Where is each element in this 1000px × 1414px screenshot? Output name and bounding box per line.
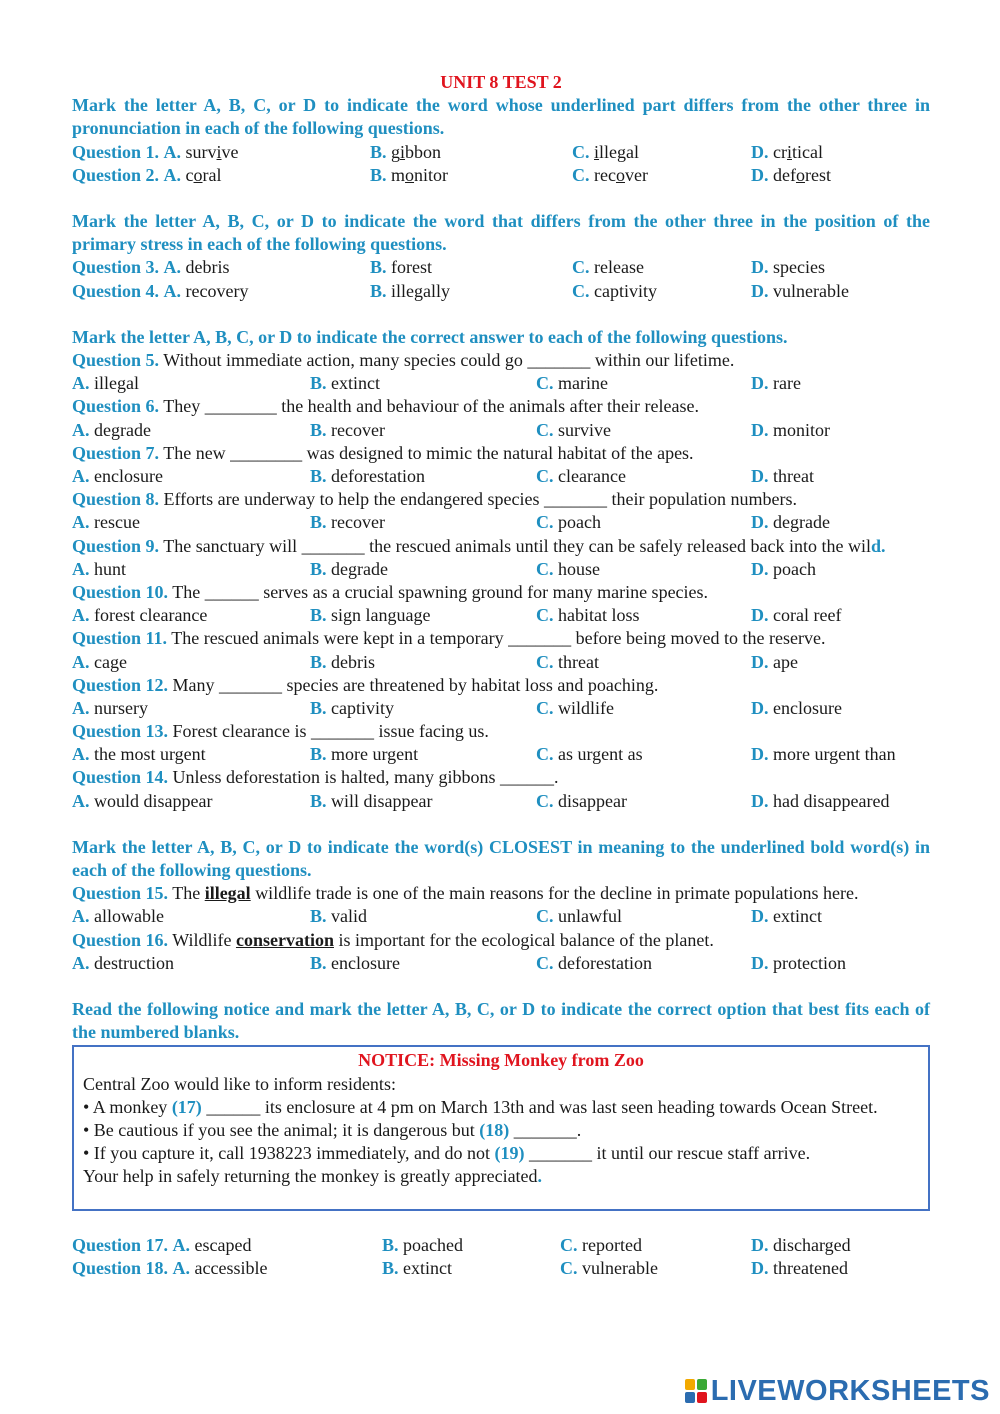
- option-c[interactable]: house: [558, 558, 600, 579]
- question-2: Question 2. A. coral B. monitor C. recover D. deforest: [72, 164, 831, 185]
- question-15-stem: Question 15. The illegal wildlife trade is one of the main reasons for the decline in primate populations here.: [72, 883, 859, 904]
- page-title: UNIT 8 TEST 2: [440, 72, 562, 92]
- option-c[interactable]: unlawful: [558, 906, 622, 927]
- notice-title: NOTICE: Missing Monkey from Zoo: [358, 1050, 644, 1071]
- option-b[interactable]: sign language: [331, 605, 431, 626]
- notice-line-17: • A monkey (17) ______ its enclosure at 4 pm on March 13th and was last seen heading towards Ocean Street.: [83, 1096, 878, 1117]
- instruction-notice: Read the following notice and mark the letter A, B, C, or D to indicate the correct option that best fits each of the numbered blanks.: [72, 999, 930, 1043]
- option-b[interactable]: debris: [331, 651, 376, 672]
- question-label: Question 1.: [72, 141, 160, 162]
- option-d[interactable]: rare: [773, 373, 801, 394]
- worksheet-page: [72, 71, 930, 1280]
- question-8-options: A. rescue B. recover C. poach D. degrade: [72, 512, 830, 533]
- option-a[interactable]: recovery: [185, 280, 249, 301]
- notice-intro: Central Zoo would like to inform residents:: [83, 1073, 396, 1094]
- option-a[interactable]: enclosure: [94, 465, 163, 486]
- option-c[interactable]: captivity: [594, 280, 657, 301]
- question-3: Question 3. A. debris B. forest C. release D. species: [72, 257, 825, 278]
- option-b[interactable]: degrade: [331, 558, 388, 579]
- key-word: illegal: [204, 883, 251, 904]
- question-10-stem: Question 10. The ______ serves as a crucial spawning ground for many marine species.: [72, 581, 709, 602]
- option-b[interactable]: enclosure: [331, 952, 400, 973]
- option-a[interactable]: survive: [185, 141, 239, 162]
- question-1: Question 1. A. survive B. gibbon C. illegal D. critical: [72, 141, 823, 162]
- option-c[interactable]: threat: [558, 651, 599, 672]
- notice-line-19: • If you capture it, call 1938223 immediately, and do not (19) _______ it until our rescue staff arrive.: [83, 1143, 811, 1164]
- instruction-closest-meaning: Mark the letter A, B, C, or D to indicate the word(s) CLOSEST in meaning to the underlined bold word(s) in each of the following questions.: [72, 836, 930, 881]
- question-14-stem: Question 14. Unless deforestation is halted, many gibbons ______.: [72, 767, 559, 788]
- question-4: Question 4. A. recovery B. illegally C. captivity D. vulnerable: [72, 280, 849, 301]
- question-13-stem: Question 13. Forest clearance is _______ issue facing us.: [72, 721, 489, 742]
- question-15-options: A. allowable B. valid C. unlawful D. extinct: [72, 906, 822, 927]
- question-6-options: A. degrade B. recover C. survive D. monitor: [72, 419, 830, 440]
- option-d[interactable]: coral reef: [773, 605, 842, 626]
- key-word: conservation: [235, 929, 334, 950]
- option-c[interactable]: illegal: [594, 141, 639, 162]
- notice-closing: Your help in safely returning the monkey is greatly appreciated.: [83, 1166, 543, 1187]
- option-c[interactable]: marine: [558, 373, 608, 394]
- question-label: Question 18.: [72, 1257, 169, 1278]
- option-d[interactable]: threatened: [773, 1257, 848, 1278]
- question-16-stem: Question 16. Wildlife conservation is important for the ecological balance of the planet.: [72, 929, 714, 950]
- liveworksheets-logo[interactable]: [685, 1374, 990, 1408]
- option-b[interactable]: more urgent: [331, 744, 419, 765]
- question-12-options: A. nursery B. captivity C. wildlife D. enclosure: [72, 697, 842, 718]
- question-label: Question 4.: [72, 280, 160, 301]
- option-b[interactable]: poached: [403, 1234, 463, 1255]
- option-b[interactable]: deforestation: [331, 465, 425, 486]
- question-label: Question 3.: [72, 257, 160, 278]
- question-11-options: A. cage B. debris C. threat D. ape: [72, 651, 798, 672]
- option-c[interactable]: reported: [582, 1234, 642, 1255]
- question-17: Question 17. A. escaped B. poached C. reported D. discharged: [72, 1234, 851, 1255]
- option-c[interactable]: release: [594, 257, 644, 278]
- option-c[interactable]: recover: [594, 164, 648, 185]
- option-d[interactable]: critical: [773, 141, 823, 162]
- brand-name: LIVEWORKSHEETS: [710, 1374, 990, 1407]
- option-d[interactable]: threat: [773, 465, 814, 486]
- option-c[interactable]: clearance: [558, 465, 626, 486]
- notice-line-18: • Be cautious if you see the animal; it is dangerous but (18) _______.: [83, 1120, 582, 1141]
- option-a[interactable]: debris: [185, 257, 230, 278]
- instruction-multiple-choice: Mark the letter A, B, C, or D to indicate the correct answer to each of the following questions.: [72, 326, 788, 347]
- instruction-pronunciation: Mark the letter A, B, C, or D to indicate the word whose underlined part differs from the other three in pronunciation in each of the following questions.: [72, 95, 930, 139]
- option-c[interactable]: wildlife: [558, 697, 614, 718]
- option-d[interactable]: deforest: [773, 164, 831, 185]
- option-a[interactable]: coral: [185, 164, 222, 185]
- option-d[interactable]: discharged: [773, 1234, 851, 1255]
- liveworksheets-logo-icon: [685, 1379, 707, 1403]
- option-a[interactable]: accessible: [194, 1257, 268, 1278]
- option-a[interactable]: destruction: [94, 952, 174, 973]
- option-b[interactable]: recover: [331, 512, 385, 533]
- question-12-stem: Question 12. Many _______ species are threatened by habitat loss and poaching.: [72, 674, 659, 695]
- option-c[interactable]: deforestation: [558, 952, 652, 973]
- option-b[interactable]: monitor: [391, 164, 449, 185]
- option-d[interactable]: vulnerable: [773, 280, 849, 301]
- option-d[interactable]: monitor: [773, 419, 830, 440]
- question-5-stem: Question 5. Without immediate action, many species could go _______ within our lifetime.: [72, 349, 735, 370]
- question-label: Question 2.: [72, 164, 160, 185]
- question-9-options: A. hunt B. degrade C. house D. poach: [72, 558, 816, 579]
- question-label: Question 17.: [72, 1234, 169, 1255]
- question-6-stem: Question 6. They ________ the health and behaviour of the animals after their release.: [72, 396, 700, 417]
- option-a[interactable]: escaped: [194, 1234, 252, 1255]
- option-b[interactable]: gibbon: [391, 141, 442, 162]
- option-b[interactable]: illegally: [391, 280, 450, 301]
- option-b[interactable]: valid: [331, 906, 368, 927]
- option-c[interactable]: disappear: [558, 790, 627, 811]
- question-10-options: A. forest clearance B. sign language C. habitat loss D. coral reef: [72, 605, 842, 626]
- question-7-options: A. enclosure B. deforestation C. clearance D. threat: [72, 465, 814, 486]
- option-a[interactable]: allowable: [94, 906, 164, 927]
- question-5-options: A. illegal B. extinct C. marine D. rare: [72, 373, 801, 394]
- option-a[interactable]: hunt: [94, 558, 127, 579]
- question-14-options: A. would disappear B. will disappear C. disappear D. had disappeared: [72, 790, 890, 811]
- option-b[interactable]: forest: [391, 257, 432, 278]
- blank-18[interactable]: (18): [479, 1120, 510, 1141]
- option-d[interactable]: species: [773, 257, 825, 278]
- option-a[interactable]: would disappear: [94, 790, 213, 811]
- option-b[interactable]: extinct: [403, 1257, 452, 1278]
- option-b[interactable]: recover: [331, 419, 385, 440]
- option-d[interactable]: extinct: [773, 906, 822, 927]
- option-b[interactable]: extinct: [331, 373, 380, 394]
- question-9-stem: Question 9. The sanctuary will _______ the rescued animals until they can be safely released back into the wild.: [72, 535, 886, 556]
- notice-box: [72, 1045, 930, 1210]
- option-d[interactable]: poach: [773, 558, 816, 579]
- option-d[interactable]: ape: [773, 651, 798, 672]
- option-d[interactable]: protection: [773, 952, 846, 973]
- option-d[interactable]: enclosure: [773, 697, 842, 718]
- option-c[interactable]: as urgent as: [558, 744, 643, 765]
- option-d[interactable]: more urgent than: [773, 744, 896, 765]
- instruction-stress: Mark the letter A, B, C, or D to indicate the word that differs from the other three in the position of the primary stress in each of the following questions.: [72, 210, 930, 255]
- option-d[interactable]: degrade: [773, 512, 830, 533]
- question-8-stem: Question 8. Efforts are underway to help the endangered species _______ their population numbers.: [72, 489, 797, 510]
- blank-17[interactable]: (17): [171, 1096, 202, 1117]
- option-c[interactable]: habitat loss: [558, 605, 640, 626]
- option-a[interactable]: illegal: [94, 373, 139, 394]
- question-18: Question 18. A. accessible B. extinct C. vulnerable D. threatened: [72, 1257, 848, 1278]
- option-c[interactable]: poach: [558, 512, 601, 533]
- option-a[interactable]: degrade: [94, 419, 151, 440]
- option-c[interactable]: vulnerable: [582, 1257, 658, 1278]
- question-13-options: A. the most urgent B. more urgent C. as urgent as D. more urgent than: [72, 744, 896, 765]
- question-16-options: A. destruction B. enclosure C. deforestation D. protection: [72, 952, 846, 973]
- option-a[interactable]: cage: [94, 651, 127, 672]
- blank-19[interactable]: (19): [494, 1143, 525, 1164]
- option-d[interactable]: had disappeared: [773, 790, 890, 811]
- option-a[interactable]: the most urgent: [94, 744, 206, 765]
- option-b[interactable]: will disappear: [331, 790, 433, 811]
- question-7-stem: Question 7. The new ________ was designed to mimic the natural habitat of the apes.: [72, 442, 694, 463]
- option-a[interactable]: forest clearance: [94, 605, 208, 626]
- option-a[interactable]: nursery: [94, 697, 148, 718]
- option-b[interactable]: captivity: [331, 697, 394, 718]
- question-11-stem: Question 11. The rescued animals were kept in a temporary _______ before being moved to the reserve.: [72, 628, 826, 649]
- option-c[interactable]: survive: [558, 419, 611, 440]
- option-a[interactable]: rescue: [94, 512, 140, 533]
